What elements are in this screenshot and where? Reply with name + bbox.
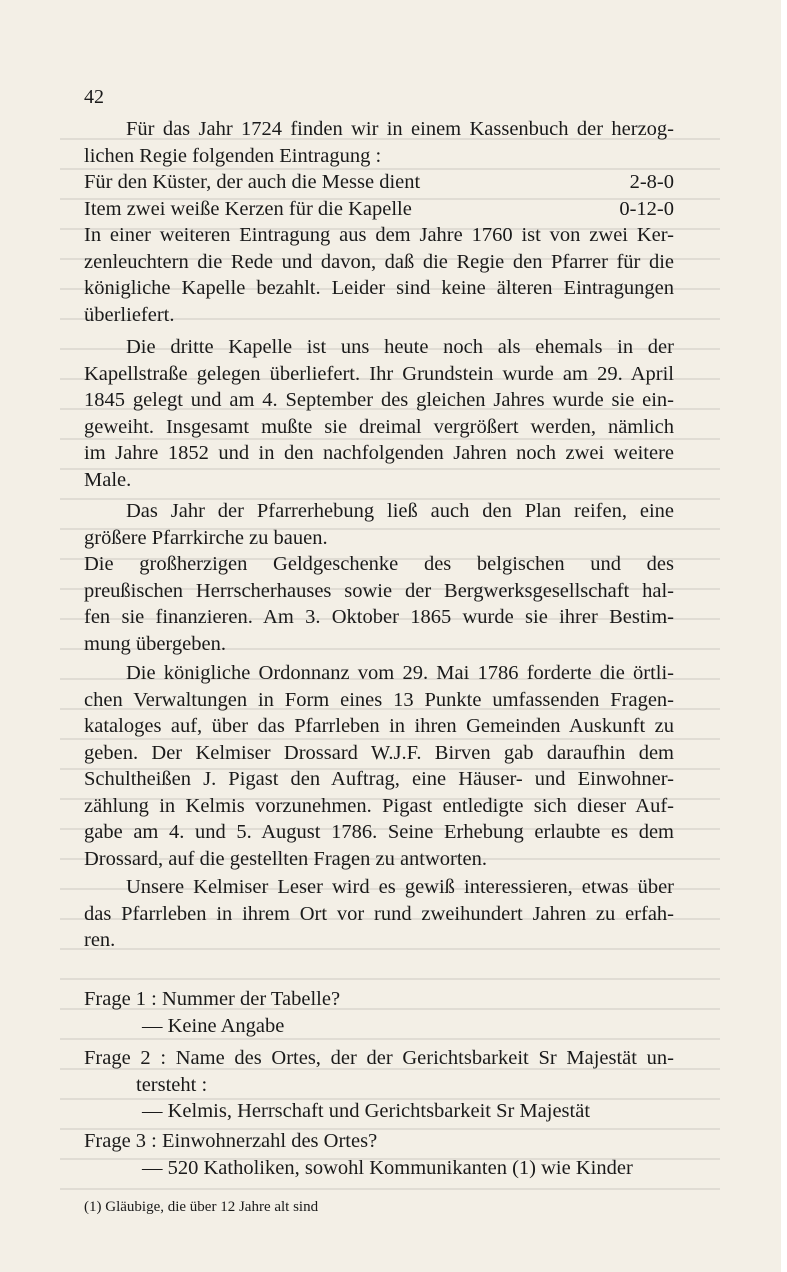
question-text: tersteht :: [136, 1073, 208, 1096]
ledger-item: Für den Küster, der auch die Messe dient: [84, 171, 421, 193]
answer-text: — Kelmis, Herrschaft und Gerichtsbarkeit Sr Majestät: [142, 1100, 591, 1122]
text-line: geweiht. Insgesamt mußte sie dreimal vergrößert werden, nämlich: [84, 415, 674, 438]
paragraph-3: [84, 334, 674, 493]
text-line: Die dritte Kapelle ist uns heute noch als ehemals in der: [126, 336, 674, 358]
text-line: preußischen Herrscherhauses sowie der Bergwerksgesellschaft hal-: [84, 579, 674, 602]
answer-text: — 520 Katholiken, sowohl Kommunikanten (1) wie Kinder: [142, 1156, 633, 1179]
text-line: Für das Jahr 1724 finden wir in einem Kassenbuch der herzog-: [126, 118, 674, 140]
ledger-amount: 0-12-0: [619, 197, 674, 220]
text-line: In einer weiteren Eintragung aus dem Jahre 1760 ist von zwei Ker-: [84, 224, 674, 246]
ledger-row: [84, 169, 674, 196]
text-line: überliefert.: [84, 303, 175, 326]
text-line: Kapellstraße gelegen überliefert. Ihr Grundstein wurde am 29. April: [84, 362, 674, 385]
paragraph-2: [84, 222, 674, 328]
question-text: Frage 2 : Name des Ortes, der der Gerichtsbarkeit Sr Majestät un-: [84, 1047, 674, 1069]
text-line: Drossard, auf die gestellten Fragen zu antworten.: [84, 847, 488, 870]
text-line: Schultheißen J. Pigast den Auftrag, eine Häuser- und Einwohner-: [84, 768, 674, 790]
text-line: Die großherzigen Geldgeschenke des belgischen und des: [84, 553, 674, 575]
question-2: [84, 1045, 674, 1125]
answer-text: — Keine Angabe: [142, 1014, 285, 1037]
ledger: [84, 169, 674, 222]
paragraph-1: [84, 116, 674, 169]
question-3: [84, 1128, 674, 1181]
ledger-item: Item zwei weiße Kerzen für die Kapelle: [84, 197, 412, 220]
page-number: 42: [84, 86, 104, 108]
text-line: größere Pfarrkirche zu bauen.: [84, 526, 328, 549]
text-line: lichen Regie folgenden Eintragung :: [84, 144, 382, 167]
text-line: königliche Kapelle bezahlt. Leider sind keine älteren Eintragungen: [84, 277, 674, 299]
text-line: gabe am 4. und 5. August 1786. Seine Erhebung erlaubte es dem: [84, 821, 674, 843]
text-line: im Jahre 1852 und in den nachfolgenden Jahren noch zwei weitere: [84, 442, 674, 464]
text-line: zenleuchtern die Rede und davon, daß die Regie den Pfarrer für die: [84, 250, 674, 273]
footnote: (1) Gläubige, die über 12 Jahre alt sind: [84, 1199, 319, 1215]
text-line: Das Jahr der Pfarrerhebung ließ auch den Plan reifen, eine: [126, 500, 674, 522]
text-line: mung übergeben.: [84, 632, 226, 655]
paragraph-6: [84, 874, 674, 954]
paragraph-4: [84, 498, 674, 657]
question-1: [84, 986, 674, 1039]
text-line: zählung in Kelmis vorzunehmen. Pigast entledigte sich dieser Auf-: [84, 794, 674, 817]
text-line: Die königliche Ordonnanz vom 29. Mai 1786 forderte die örtli-: [126, 662, 674, 684]
text-line: 1845 gelegt und am 4. September des gleichen Jahres wurde sie ein-: [84, 389, 674, 411]
text-line: geben. Der Kelmiser Drossard W.J.F. Birven gab daraufhin dem: [84, 741, 674, 764]
ledger-row: [84, 196, 674, 223]
text-line: kataloges auf, über das Pfarrleben in ihren Gemeinden Auskunft zu: [84, 715, 674, 737]
text-line: ren.: [84, 929, 116, 951]
paragraph-5: [84, 660, 674, 872]
ledger-amount: 2-8-0: [629, 171, 674, 193]
text-line: Unsere Kelmiser Leser wird es gewiß interessieren, etwas über: [126, 876, 674, 898]
text-line: Male.: [84, 468, 132, 491]
text-line: chen Verwaltungen in Form eines 13 Punkte umfassenden Fragen-: [84, 688, 674, 711]
text-line: das Pfarrleben in ihrem Ort vor rund zweihundert Jahren zu erfah-: [84, 902, 674, 925]
question-text: Frage 3 : Einwohnerzahl des Ortes?: [84, 1130, 378, 1152]
question-text: Frage 1 : Nummer der Tabelle?: [84, 988, 341, 1010]
text-line: fen sie finanzieren. Am 3. Oktober 1865 wurde sie ihrer Bestim-: [84, 606, 674, 628]
